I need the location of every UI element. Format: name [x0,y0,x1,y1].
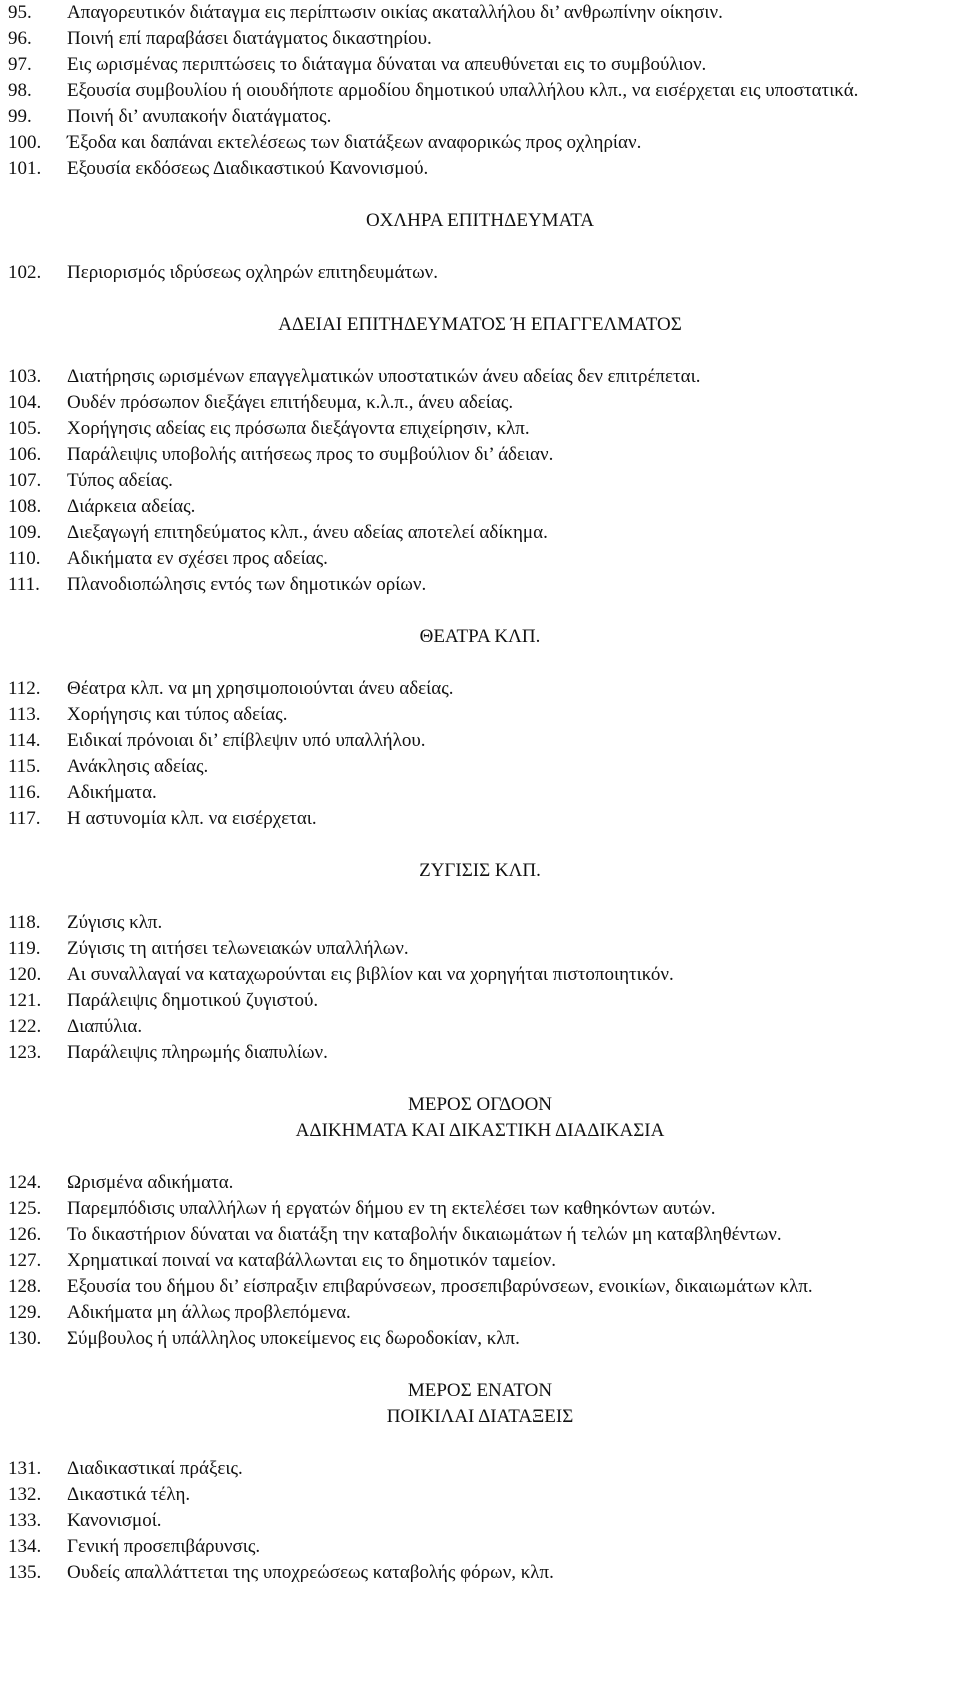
section-spacer [8,832,960,858]
toc-entry [8,936,960,962]
section-title: Εξουσία συμβουλίου ή οιουδήποτε αρμοδίου δημοτικού υπαλλήλου κλπ., να εισέρχεται εις υποστατικά. [67,80,859,101]
section-number: 104. [8,392,42,413]
section-number: 127. [8,1250,42,1271]
section-title: Διατήρησις ωρισμένων επαγγελματικών υποστατικών άνευ αδείας δεν επιτρέπεται. [67,366,701,387]
toc-entry [8,754,960,780]
section-title: Αδικήματα εν σχέσει προς αδείας. [67,548,328,569]
section-title: Πλανοδιοπώλησις εντός των δημοτικών ορίων. [67,574,427,595]
section-number: 118. [8,912,41,933]
section-number: 131. [8,1458,42,1479]
section-title: Παρεμπόδισις υπαλλήλων ή εργατών δήμου εν τη εκτελέσει των καθηκόντων αυτών. [67,1198,716,1219]
toc-entry [8,260,960,286]
toc-entry [8,572,960,598]
toc-entry [8,1482,960,1508]
section-title: Εξουσία του δήμου δι’ είσπραξιν επιβαρύνσεων, προσεπιβαρύνσεων, ενοικίων, δικαιωμάτων κλπ. [67,1276,813,1297]
section-title: Έξοδα και δαπάναι εκτελέσεως των διατάξεων αναφορικώς προς οχληρίαν. [67,132,642,153]
section-title: Περιορισμός ιδρύσεως οχληρών επιτηδευμάτων. [67,262,439,283]
section-title: Ποινή δι’ ανυπακοήν διατάγματος. [67,106,332,127]
section-number: 124. [8,1172,42,1193]
toc-entry [8,780,960,806]
section-number: 123. [8,1042,42,1063]
toc-entry [8,52,960,78]
toc-entry [8,546,960,572]
section-title: Παράλειψις δημοτικού ζυγιστού. [67,990,319,1011]
toc-entry [8,1222,960,1248]
section-number: 114. [8,730,41,751]
section-title: Χορήγησις αδείας εις πρόσωπα διεξάγοντα επιχείρησιν, κλπ. [67,418,530,439]
section-number: 101. [8,158,42,179]
section-spacer [8,182,960,208]
toc-entry [8,494,960,520]
section-number: 128. [8,1276,42,1297]
section-number: 119. [8,938,41,959]
section-title: Θέατρα κλπ. να μη χρησιμοποιούνται άνευ αδείας. [67,678,454,699]
section-spacer [8,286,960,312]
toc-entry [8,78,960,104]
toc-entry [8,1040,960,1066]
section-title: Σύμβουλος ή υπάλληλος υποκείμενος εις δωροδοκίαν, κλπ. [67,1328,520,1349]
section-title: Διαπύλια. [67,1016,143,1037]
toc-entry [8,104,960,130]
toc-entry [8,1534,960,1560]
section-spacer [8,338,960,364]
section-number: 98. [8,80,32,101]
section-title: Τύπος αδείας. [67,470,173,491]
toc-entry [8,1326,960,1352]
section-number: 100. [8,132,42,153]
toc-entry [8,1560,960,1586]
section-number: 95. [8,2,32,23]
toc-entry [8,156,960,182]
toc-entry [8,1170,960,1196]
section-title: Αδικήματα μη άλλως προβλεπόμενα. [67,1302,351,1323]
toc-entry [8,1508,960,1534]
section-title: Αι συναλλαγαί να καταχωρούνται εις βιβλίον και να χορηγήται πιστοποιητικόν. [67,964,674,985]
section-title: Το δικαστήριον δύναται να διατάξη την καταβολήν δικαιωμάτων ή τελών μη καταβληθέντων. [67,1224,782,1245]
section-title: Αδικήματα. [67,782,157,803]
section-title: Κανονισμοί. [67,1510,162,1531]
section-number: 122. [8,1016,42,1037]
section-number: 120. [8,964,42,985]
section-title: Γενική προσεπιβάρυνσις. [67,1536,261,1557]
toc-entry [8,1014,960,1040]
section-title: Εις ωρισμένας περιπτώσεις το διάταγμα δύναται να απευθύνεται εις το συμβούλιον. [67,54,707,75]
section-title: Παράλειψις πληρωμής διαπυλίων. [67,1042,328,1063]
toc-entry [8,364,960,390]
toc-entry [8,520,960,546]
toc-entry [8,442,960,468]
section-spacer [8,650,960,676]
section-spacer [8,1352,960,1378]
toc-entry [8,26,960,52]
section-title: Δικαστικά τέλη. [67,1484,191,1505]
toc-entry [8,702,960,728]
toc-entry [8,806,960,832]
toc-entry [8,416,960,442]
toc-entry [8,1248,960,1274]
section-number: 105. [8,418,42,439]
section-spacer [8,1066,960,1092]
toc-entry [8,130,960,156]
section-number: 106. [8,444,42,465]
section-heading: ΑΔΕΙΑΙ ΕΠΙΤΗΔΕΥΜΑΤΟΣ Ή ΕΠΑΓΓΕΛΜΑΤΟΣ [278,314,682,335]
section-number: 112. [8,678,41,699]
section-number: 102. [8,262,42,283]
toc-entry [8,988,960,1014]
section-title: Διάρκεια αδείας. [67,496,196,517]
section-title: Απαγορευτικόν διάταγμα εις περίπτωσιν οικίας ακαταλλήλου δι’ ανθρωπίνην οίκησιν. [67,2,723,23]
section-heading: ΟΧΛΗΡΑ ΕΠΙΤΗΔΕΥΜΑΤΑ [365,210,595,231]
section-number: 110. [8,548,41,569]
section-number: 113. [8,704,41,725]
section-number: 107. [8,470,42,491]
section-number: 129. [8,1302,42,1323]
section-number: 134. [8,1536,42,1557]
section-spacer [8,1144,960,1170]
section-title: Ζύγισις κλπ. [67,912,163,933]
section-number: 115. [8,756,41,777]
toc-entry [8,0,960,26]
section-spacer [8,884,960,910]
section-number: 135. [8,1562,42,1583]
section-number: 133. [8,1510,42,1531]
toc-entry [8,962,960,988]
section-heading: ΜΕΡΟΣ ΟΓΔΟΟΝ [407,1094,553,1115]
section-title: Χορήγησις και τύπος αδείας. [67,704,288,725]
section-number: 108. [8,496,42,517]
section-number: 99. [8,106,32,127]
section-number: 103. [8,366,42,387]
section-spacer [8,234,960,260]
section-title: Διαδικαστικαί πράξεις. [67,1458,243,1479]
section-heading: ΖΥΓΙΣΙΣ ΚΛΠ. [419,860,541,881]
toc-entry [8,1274,960,1300]
section-number: 117. [8,808,41,829]
section-number: 97. [8,54,32,75]
section-number: 132. [8,1484,42,1505]
section-title: Ειδικαί πρόνοιαι δι’ επίβλεψιν υπό υπαλλήλου. [67,730,426,751]
toc-entry [8,468,960,494]
toc-entry [8,910,960,936]
section-number: 111. [8,574,40,595]
section-spacer [8,1430,960,1456]
section-title: Ποινή επί παραβάσει διατάγματος δικαστηρίου. [67,28,432,49]
section-title: Ανάκλησις αδείας. [67,756,209,777]
toc-entry [8,390,960,416]
toc-entry [8,1196,960,1222]
section-number: 130. [8,1328,42,1349]
section-number: 126. [8,1224,42,1245]
section-subheading: ΠΟΙΚΙΛΑΙ ΔΙΑΤΑΞΕΙΣ [386,1406,574,1427]
section-number: 109. [8,522,42,543]
section-title: Ωρισμένα αδικήματα. [67,1172,234,1193]
section-title: Ζύγισις τη αιτήσει τελωνειακών υπαλλήλων. [67,938,409,959]
section-title: Εξουσία εκδόσεως Διαδικαστικού Κανονισμού. [67,158,429,179]
section-title: Χρηματικαί ποιναί να καταβάλλωνται εις το δημοτικόν ταμείον. [67,1250,556,1271]
section-number: 125. [8,1198,42,1219]
section-title: Παράλειψις υποβολής αιτήσεως προς το συμβούλιον δι’ άδειαν. [67,444,554,465]
section-title: Ουδείς απαλλάττεται της υποχρεώσεως καταβολής φόρων, κλπ. [67,1562,554,1583]
section-number: 116. [8,782,41,803]
toc-entry [8,676,960,702]
toc-entry [8,728,960,754]
section-number: 121. [8,990,42,1011]
toc-entry [8,1300,960,1326]
section-spacer [8,598,960,624]
section-title: Η αστυνομία κλπ. να εισέρχεται. [67,808,317,829]
section-title: Διεξαγωγή επιτηδεύματος κλπ., άνευ αδείας αποτελεί αδίκημα. [67,522,548,543]
toc-entry [8,1456,960,1482]
section-heading: ΜΕΡΟΣ ΕΝΑΤΟΝ [407,1380,553,1401]
section-number: 96. [8,28,32,49]
section-title: Ουδέν πρόσωπον διεξάγει επιτήδευμα, κ.λ.π., άνευ αδείας. [67,392,514,413]
section-heading: ΘΕΑΤΡΑ ΚΛΠ. [419,626,541,647]
section-subheading: ΑΔΙΚΗΜΑΤΑ ΚΑΙ ΔΙΚΑΣΤΙΚΗ ΔΙΑΔΙΚΑΣΙΑ [295,1120,665,1141]
